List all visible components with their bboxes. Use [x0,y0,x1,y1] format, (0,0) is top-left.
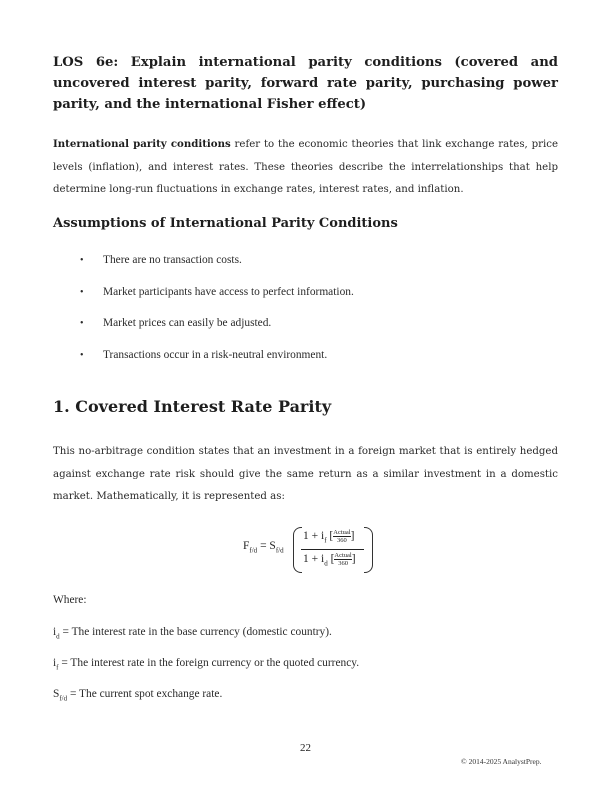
list-item: • Market participants have access to perfect information. [80,285,354,298]
formula-denominator: $1 + i_d$ [ Actual 360 ] [303,552,356,568]
definition-sfd: $S_{f/d}$ = The current spot exchange rate. [53,688,223,703]
fraction-bar [301,549,364,550]
bullet-icon: • [80,286,84,298]
definition-if: $i_f$ = The interest rate in the foreign currency or the quoted currency. [53,657,360,672]
list-item: • Transactions occur in a risk-neutral environment. [80,348,328,361]
intro-paragraph [53,133,558,202]
section1-paragraph: This no-arbitrage condition states that an investment in a foreign market that is entirely hedged against exchange rate risk should give the same return as a similar investment in a domestic market. Mathematically, it is represented as: [53,446,558,502]
assumptions-heading: Assumptions of International Parity Conditions [53,216,398,231]
bullet-icon: • [80,255,84,266]
intro-text: refer to the economic theories that link exchange rates, price levels (inflation), and interest rates. These theories describe the interrelationships that help determine long-run fluctuations in exchange rates, interest rates, and inflation. [53,139,558,195]
list-item: • There are no transaction costs. [80,254,242,266]
left-paren [293,527,302,573]
intro-bold-term: International parity conditions [53,138,231,150]
copyright-notice: © 2014-2025 AnalystPrep. [461,757,542,766]
los-heading: LOS 6e: Explain international parity conditions (covered and uncovered interest parity, forward rate parity, purchasing power parity, and the international Fisher effect) [53,55,558,112]
where-label: Where: [53,594,87,606]
assumptions-list [53,252,558,378]
list-item: • Market prices can easily be adjusted. [80,317,272,329]
bullet-icon: • [80,318,84,329]
section-heading-covered-interest-parity: 1. Covered Interest Rate Parity [53,397,332,416]
formula-numerator: $1 + i_f$ [ Actual 360 ] [303,529,355,545]
right-paren [364,527,373,573]
bullet-icon: • [80,349,84,361]
page-number: 22 [300,742,311,754]
formula-lhs: $F_{f/d} = S_{f/d}$ [243,540,284,555]
definition-id: $i_d$ = The interest rate in the base currency (domestic country). [53,626,332,641]
